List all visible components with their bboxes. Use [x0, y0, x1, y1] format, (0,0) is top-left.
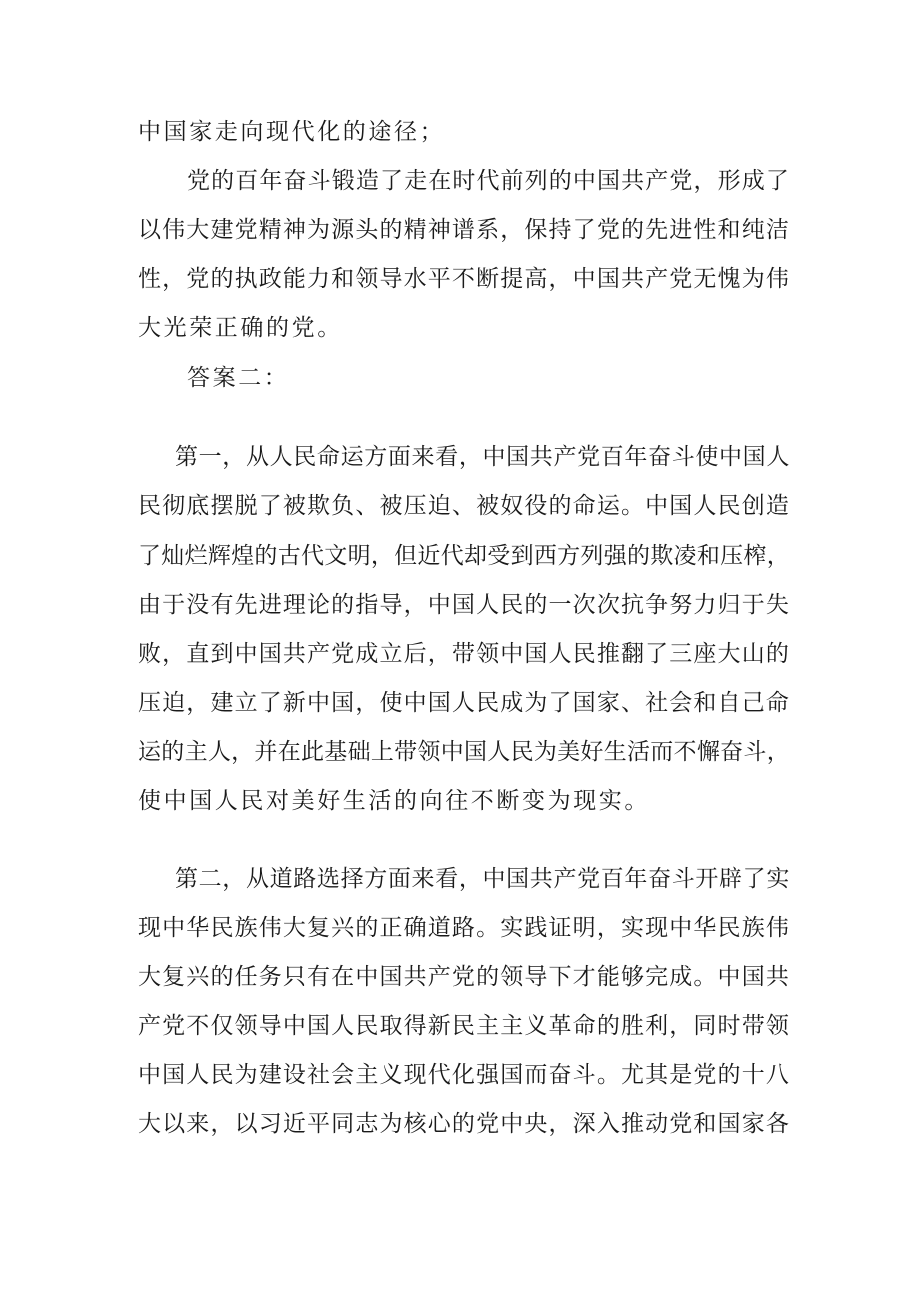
text-line: 败，直到中国共产党成立后，带领中国人民推翻了三座大山的 [138, 641, 790, 667]
text-line: 产党不仅领导中国人民取得新民主主义革命的胜利，同时带领 [138, 1013, 790, 1039]
text-line: 中国家走向现代化的途径； [138, 119, 446, 145]
text-line: 大以来，以习近平同志为核心的党中央，深入推动党和国家各 [138, 1111, 790, 1137]
text-line: 使中国人民对美好生活的向往不断变为现实。 [138, 788, 650, 814]
text-line: 第一，从人民命运方面来看，中国共产党百年奋斗使中国人 [175, 444, 790, 470]
answer-heading: 答案二： [187, 365, 290, 391]
text-line: 大光荣正确的党。 [138, 315, 343, 341]
text-line: 大复兴的任务只有在中国共产党的领导下才能够完成。中国共 [138, 964, 790, 990]
text-line: 党的百年奋斗锻造了走在时代前列的中国共产党，形成了 [187, 168, 790, 194]
text-line: 压迫，建立了新中国，使中国人民成为了国家、社会和自己命 [138, 690, 790, 716]
text-line: 民彻底摆脱了被欺负、被压迫、被奴役的命运。中国人民创造 [138, 493, 790, 519]
text-line: 由于没有先进理论的指导，中国人民的一次次抗争努力归于失 [138, 592, 790, 618]
text-line: 第二，从道路选择方面来看，中国共产党百年奋斗开辟了实 [175, 866, 790, 892]
text-line: 中国人民为建设社会主义现代化强国而奋斗。尤其是党的十八 [138, 1062, 790, 1088]
text-line: 了灿烂辉煌的古代文明，但近代却受到西方列强的欺凌和压榨， [138, 543, 790, 569]
text-line: 现中华民族伟大复兴的正确道路。实践证明，实现中华民族伟 [138, 915, 790, 941]
text-line: 性，党的执政能力和领导水平不断提高，中国共产党无愧为伟 [138, 266, 790, 292]
text-line: 运的主人，并在此基础上带领中国人民为美好生活而不懈奋斗， [138, 739, 790, 765]
text-line: 以伟大建党精神为源头的精神谱系，保持了党的先进性和纯洁 [138, 217, 790, 243]
